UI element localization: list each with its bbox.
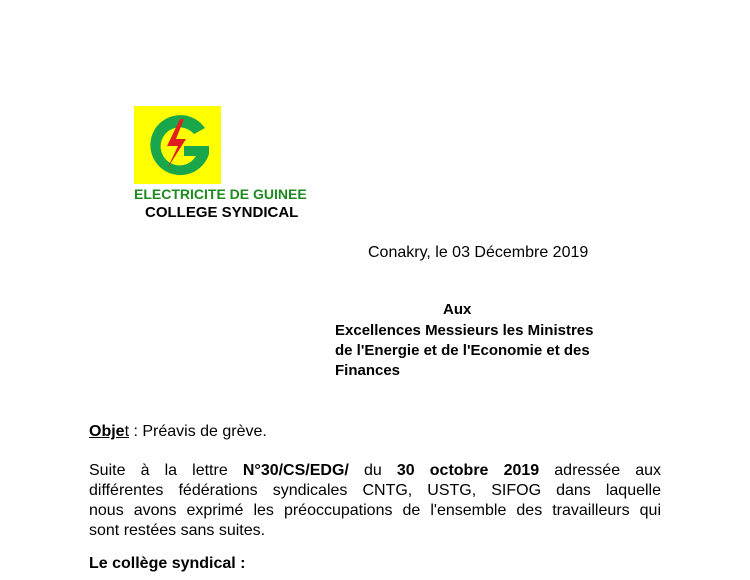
- paragraph-line: [89, 461, 661, 481]
- recipient-line: Excellences Messieurs les Ministres: [335, 322, 594, 339]
- subject-line: [89, 423, 267, 441]
- edg-logo: [134, 106, 221, 184]
- subject-text: Préavis de grève.: [142, 423, 267, 440]
- org-name: ELECTRICITE DE GUINEE: [134, 186, 307, 202]
- recipient-block: [335, 321, 655, 381]
- letter-reference: N°30/CS/EDG/: [242, 462, 349, 479]
- paragraph-text: Suite à la lettre: [89, 462, 243, 479]
- recipient-line: Finances: [335, 362, 401, 379]
- paragraph-line: sont restées sans suites.: [89, 522, 266, 539]
- subject-separator: :: [129, 423, 143, 440]
- paragraph-line: nous avons exprimé les préoccupations de l'ensemble des travailleurs qui: [89, 502, 661, 519]
- paragraph-text: du: [348, 462, 397, 479]
- recipient-aux: Aux: [443, 301, 472, 318]
- section-heading: Le collège syndical :: [89, 555, 246, 572]
- subject-label-rest: t: [124, 423, 130, 440]
- paragraph-line: différentes fédérations syndicales CNTG, USTG, SIFOG dans laquelle: [89, 482, 661, 499]
- paragraph-text: adressée aux: [539, 462, 662, 479]
- logo-graphic: [134, 106, 221, 184]
- letter-date: 30 octobre 2019: [396, 462, 540, 479]
- body-paragraph: [89, 461, 661, 541]
- org-subtitle: COLLEGE SYNDICAL: [145, 204, 299, 221]
- place-date: Conakry, le 03 Décembre 2019: [368, 244, 589, 261]
- subject-label-bold: Obje: [89, 423, 125, 440]
- recipient-line: de l'Energie et de l'Economie et des: [335, 342, 590, 359]
- subject-label: [89, 423, 129, 440]
